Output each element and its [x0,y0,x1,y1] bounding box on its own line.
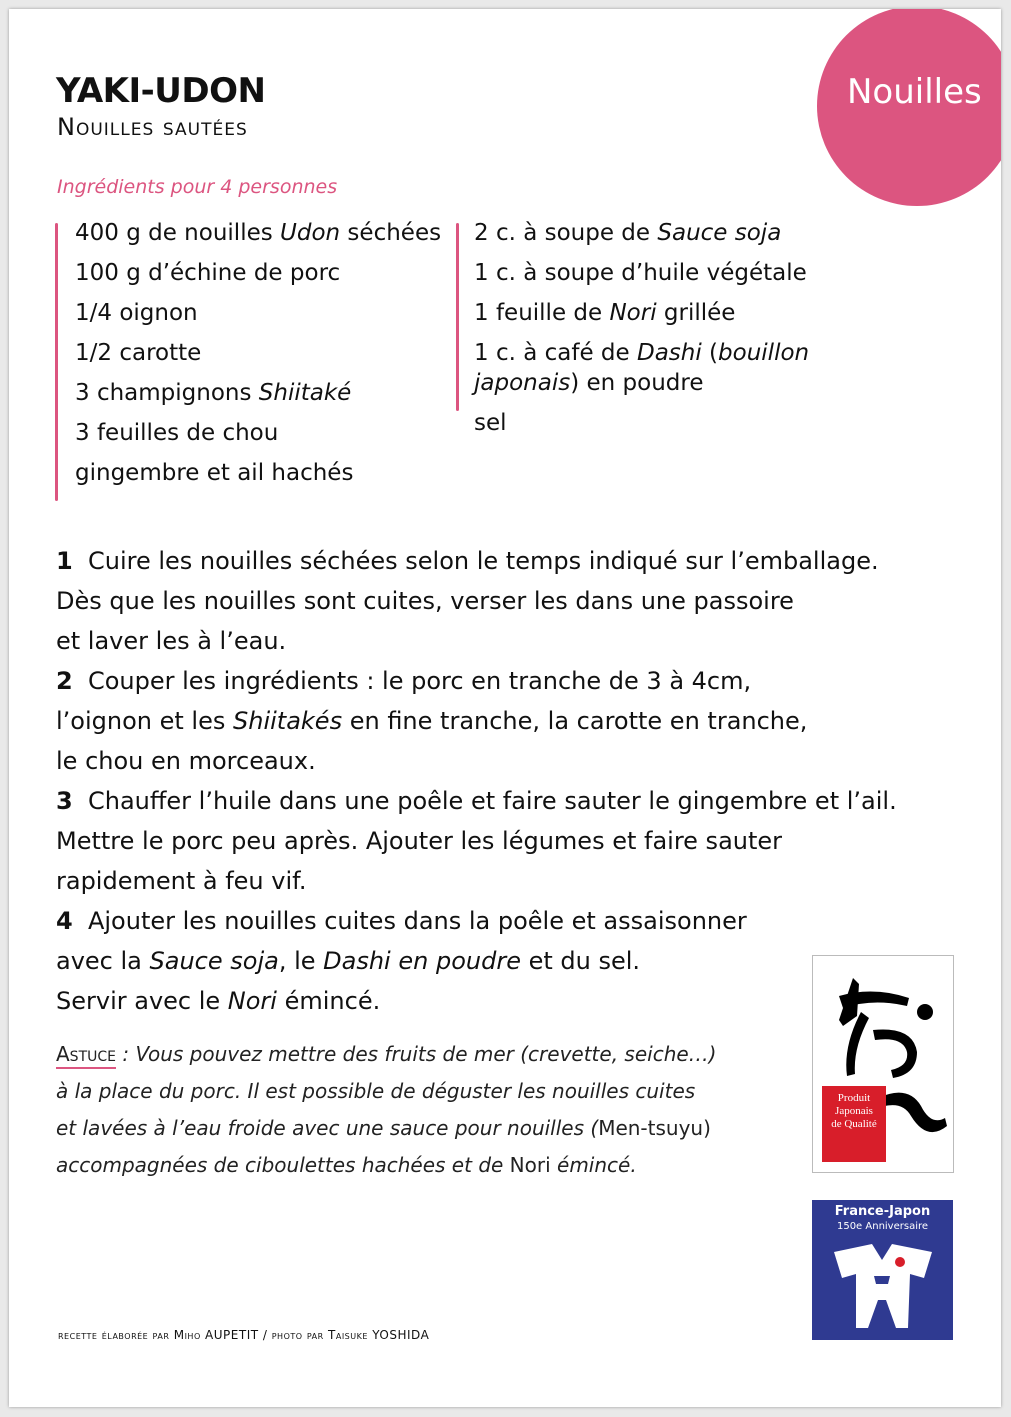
ingredient-item: 400 g de nouilles Udon séchées [75,220,442,246]
category-label: Nouilles [847,72,982,112]
right-brush-stroke [456,223,459,411]
eiffel-kimono-icon [812,1200,953,1340]
recipe-card [9,9,1001,1407]
quality-label-logo [812,955,954,1173]
anniversary-logo [812,1200,953,1340]
step-1-line-2: Dès que les nouilles sont cuites, verser les dans une passoire [56,587,794,615]
step-2-line-3: le chou en morceaux. [56,747,316,775]
credits: recette élaborée par Miho AUPETIT / photo par Taisuke YOSHIDA [58,1328,430,1342]
step-1-line-3: et laver les à l’eau. [56,627,287,655]
quality-badge: Produit Japonais de Qualité [822,1086,886,1162]
step-2-line-2: l’oignon et les Shiitakés en fine tranche, la carotte en tranche, [56,707,808,735]
tip-label: Astuce [56,1042,116,1066]
tip-line-3: et lavées à l’eau froide avec une sauce pour nouilles (Men-tsuyu) [56,1116,711,1140]
ingredients-right-list [474,218,934,448]
ingredients-left-list [75,218,455,498]
tip-line-1: Astuce : Vous pouvez mettre des fruits de mer (crevette, seiche…) [56,1042,717,1066]
step-2: 2 Couper les ingrédients : le porc en tranche de 3 à 4cm, [56,667,752,695]
ingredient-item: 1 c. à café de Dashi (bouillon japonais) en poudre [474,340,810,396]
step-1: 1 Cuire les nouilles séchées selon le temps indiqué sur l’emballage. [56,547,879,575]
step-number: 2 [56,667,73,695]
ingredient-item: 2 c. à soupe de Sauce soja [474,220,782,246]
tip-block [56,1036,816,1184]
ingredient-item: 100 g d’échine de porc [75,260,341,286]
anniversary-subtitle: 150e Anniversaire [836,1221,929,1232]
step-3-line-2: Mettre le porc peu après. Ajouter les légumes et faire sauter [56,827,783,855]
step-number: 3 [56,787,73,815]
ingredient-item: 1 c. à soupe d’huile végétale [474,260,807,286]
step-4-line-3: Servir avec le Nori émincé. [56,987,381,1015]
ingredient-item: 1/4 oignon [75,300,198,326]
step-4: 4 Ajouter les nouilles cuites dans la poêle et assaisonner [56,907,747,935]
recipe-steps [56,541,956,1021]
step-number: 1 [56,547,73,575]
ingredient-item: 3 feuilles de chou [75,420,279,446]
step-number: 4 [56,907,73,935]
ingredients-heading: Ingrédients pour 4 personnes [57,176,338,198]
recipe-subtitle: Nouilles sautées [57,113,248,141]
ingredient-item: sel [474,410,507,436]
ingredient-item: 3 champignons Shiitaké [75,380,352,406]
ingredient-item: 1 feuille de Nori grillée [474,300,736,326]
step-3-line-3: rapidement à feu vif. [56,867,307,895]
tip-line-2: à la place du porc. Il est possible de déguster les nouilles cuites [56,1079,696,1103]
left-brush-stroke [55,223,58,501]
tip-line-4: accompagnées de ciboulettes hachées et de Nori émincé. [56,1153,637,1177]
step-3: 3 Chauffer l’huile dans une poêle et faire sauter le gingembre et l’ail. [56,787,897,815]
ingredient-item: 1/2 carotte [75,340,202,366]
step-4-line-2: avec la Sauce soja, le Dashi en poudre et du sel. [56,947,641,975]
recipe-title: YAKI-UDON [56,71,266,111]
anniversary-title: France-Japon [834,1204,931,1219]
ingredient-item: gingembre et ail hachés [75,460,354,486]
